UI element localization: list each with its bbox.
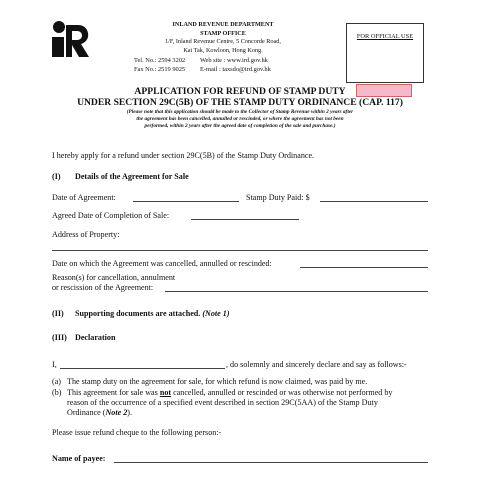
declarant-name-field[interactable] (60, 368, 225, 369)
department-header (118, 21, 328, 55)
date-of-agreement-field[interactable] (133, 201, 239, 202)
reasons-label-line-2: or rescission of the Agreement: (52, 283, 154, 292)
clause-b-line-2: reason of the occurrence of a specified event described in section 29C(5AA) of the Stamp Duty (67, 398, 378, 407)
section-3-number: (III) (52, 333, 67, 342)
contact-info (134, 57, 271, 74)
fax-number: Fax No.: 2519 9025 (134, 65, 186, 73)
property-address-label: Address of Property: (52, 230, 120, 239)
payee-name-field[interactable] (114, 462, 428, 463)
clause-b-text (67, 388, 429, 418)
address-line-2: Kai Tak, Kowloon, Hong Kong. (183, 46, 263, 54)
official-use-label: FOR OFFICIAL USE (356, 33, 414, 40)
title-line-1: APPLICATION FOR REFUND OF STAMP DUTY (134, 86, 346, 97)
note-line-2: the agreement has been cancelled, annulled or rescinded, or where the agreement has not been (136, 116, 344, 122)
date-of-agreement-label: Date of Agreement: (52, 193, 116, 202)
cancel-date-label: Date on which the Agreement was cancelled, annulled or rescinded: (52, 259, 272, 268)
declarant-prefix: I, (52, 360, 57, 369)
clause-b-post: cancelled, annulled or rescinded or was otherwise not performed by (171, 388, 393, 397)
completion-date-field[interactable] (191, 219, 299, 220)
form-title (40, 86, 440, 108)
note-line-3: performed, within 2 years after the agreed date of completion of the sale and purchase.) (144, 123, 336, 129)
reasons-field[interactable] (165, 291, 428, 292)
form-note (70, 109, 410, 130)
ird-logo (50, 19, 90, 59)
cancel-date-field[interactable] (300, 267, 428, 268)
section-3-title: Declaration (75, 333, 116, 342)
address-line-1: 1/F, Inland Revenue Centre, 5 Concorde Road, (165, 38, 281, 46)
note-line-1: (Please note that this application should be made to the Collector of Stamp Revenue within 2 years after (126, 109, 354, 115)
clause-b-line-3-post: ). (127, 408, 132, 417)
email: E-mail : taxsdo@ird.gov.hk (200, 65, 271, 73)
office-name: STAMP OFFICE (200, 29, 246, 37)
property-address-field[interactable] (52, 250, 428, 251)
section-1-title: Details of the Agreement for Sale (75, 172, 189, 181)
clause-b-pre: This agreement for sale was (67, 388, 160, 397)
clause-b-line-3-pre: Ordinance ( (67, 408, 106, 417)
clause-b-line-1 (67, 388, 429, 398)
stamp-duty-paid-field[interactable] (320, 201, 428, 202)
stamp-duty-paid-label: Stamp Duty Paid: $ (246, 193, 310, 202)
clause-b-note: Note 2 (105, 408, 128, 417)
clause-b-line-3 (67, 408, 429, 418)
website: Web site : www.ird.gov.hk (200, 57, 268, 64)
section-2-title: Supporting documents are attached. (75, 309, 201, 318)
section-2-number: (II) (52, 309, 64, 318)
clause-a-label: (a) (52, 377, 61, 386)
clause-a-text: The stamp duty on the agreement for sale, for which refund is now claimed, was paid by me. (67, 377, 368, 386)
refund-request-text: Please issue refund cheque to the following person:- (52, 428, 222, 437)
clause-b-not: not (159, 388, 172, 397)
official-use-box (346, 23, 424, 83)
clause-b-label: (b) (52, 388, 62, 397)
completion-date-label: Agreed Date of Completion of Sale: (52, 211, 170, 220)
section-2-note: (Note 1) (202, 309, 230, 318)
intro-text: I hereby apply for a refund under section 29C(5B) of the Stamp Duty Ordinance. (52, 151, 315, 160)
reasons-label-line-1: Reason(s) for cancellation, annulment (52, 273, 176, 282)
tel-number: Tel. No.: 2594 3202 (134, 57, 186, 64)
section-2-heading (75, 309, 230, 319)
section-1-number: (I) (52, 172, 61, 181)
declarant-suffix: , do solemnly and sincerely declare and say as follows:- (226, 360, 407, 369)
title-line-2: UNDER SECTION 29C(5B) OF THE STAMP DUTY ORDINANCE (CAP. 117) (77, 97, 403, 108)
payee-label: Name of payee: (52, 454, 106, 463)
department-name: INLAND REVENUE DEPARTMENT (172, 21, 274, 28)
